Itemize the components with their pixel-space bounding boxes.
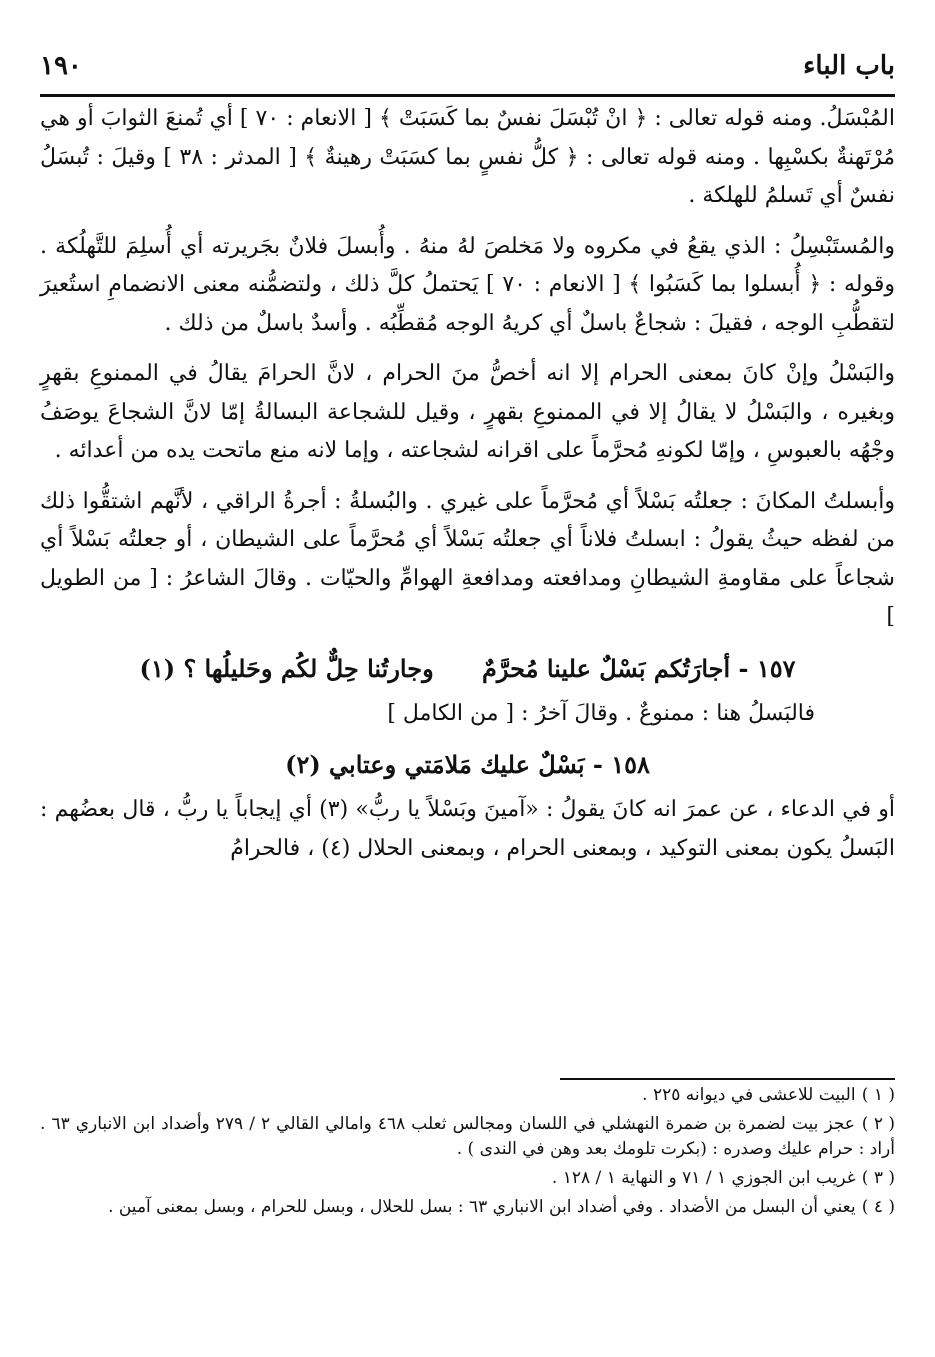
- verse-commentary: فالبَسلُ هنا : ممنوعٌ . وقالَ آخرُ : [ من الكامل ]: [387, 700, 815, 726]
- footnote-number: ( ١ ): [861, 1085, 895, 1105]
- paragraph-4: وأبسلتُ المكانَ : جعلتُه بَسْلاً أي مُحرَّماً على غيري . والبُسلةُ : أجرةُ الراقي ، لأنَّهم اشتقُّوا ذلك من لفظه حيثُ يقولُ : ابسلتُ فلاناً أي جعلتُه بَسْلاً أي مُحرَّماً على الشيطان ، أو جعلتُه بَسْلاً أي شجاعاً على مقاومةِ الشيطانِ ومدافعته ومدافعةِ الهوامِّ والحيّات . وقالَ الشاعرُ : [ من الطويل ]: [40, 488, 895, 629]
- footnote-text: يعني أن البسل من الأضداد . وفي أضداد ابن الانباري ٦٣ : بسل للحلال ، وبسل للحرام ، وبسل بمعنى آمين .: [108, 1197, 856, 1217]
- footnote-4: [40, 1195, 895, 1220]
- paragraph-5: أو في الدعاء ، عن عمرَ انه كانَ يقولُ : «آمينَ وبَسْلاً يا ربُّ» (٣) أي إيجاباً يا ربُّ ، قال بعضُهم : البَسلُ يكون بمعنى التوكيد ، وبمعنى الحرام ، وبمعنى الحلال (٤) ، فالحرامُ: [40, 797, 895, 861]
- running-title: باب الباء: [803, 51, 895, 81]
- main-text: [40, 100, 895, 880]
- footnote-text: غريب ابن الجوزي ١ / ٧١ و النهاية ١ / ١٢٨ .: [551, 1168, 856, 1188]
- footnotes: [40, 1083, 895, 1224]
- paragraph-1: المُبْسَلُ. ومنه قوله تعالى : ﴿ انْ تُبْسَلَ نفسٌ بما كَسَبَتْ ﴾ [ الانعام : ٧٠ ] أي تُمنعَ الثوابَ أو هي مُرْتَهنةٌ بكسْبِها . ومنه قوله تعالى : ﴿ كلُّ نفسٍ بما كسَبَتْ رهينةٌ ﴾ [ المدثر : ٣٨ ] وقيلَ : تُبسَلُ نفسٌ أي تَسلمُ للهلكة .: [40, 106, 895, 208]
- footnote-number: ( ٤ ): [861, 1197, 895, 1217]
- footnote-1: [40, 1083, 895, 1108]
- footnote-text: البيت للاعشى في ديوانه ٢٢٥ .: [642, 1085, 856, 1105]
- verse-158: ١٥٨ - بَسْلٌ عليك مَلامَتي وعتابي (٢): [285, 750, 650, 779]
- footnote-2: [40, 1112, 895, 1162]
- verse-157: [40, 649, 895, 689]
- verse-157-first-half: ١٥٧ - أجارَتُكم بَسْلٌ علينا مُحرَّمٌ: [482, 653, 796, 683]
- page-number: ١٩٠: [40, 51, 82, 81]
- page-header: [40, 42, 895, 90]
- footnote-rule: [560, 1078, 895, 1080]
- footnote-3: [40, 1166, 895, 1191]
- paragraph-3: والبَسْلُ وإنْ كانَ بمعنى الحرام إلا انه أخصُّ منَ الحرام ، لانَّ الحرامَ يقالُ في الممنوعِ بقهرٍ وبغيره ، والبَسْلُ لا يقالُ إلا في الممنوعِ بقهرٍ ، وقيل للشجاعة البسالةُ إمّا لانَّ الشجاعَ يوصَفُ وجْهُه بالعبوسِ ، وإمّا لكونهِ مُحرَّماً على اقرانه لشجاعته ، وإما لانه منع ماتحت يده من أعدائه .: [40, 361, 895, 463]
- verse-157-second-half: وجارتُنا حِلٌّ لكُم وحَليلُها ؟ (١): [139, 653, 434, 683]
- footnote-text: عجز بيت لضمرة بن ضمرة النهشلي في اللسان ومجالس ثعلب ٤٦٨ وامالي القالي ٢ / ٢٧٩ وأضداد ابن الانباري ٦٣ . أراد : حرام عليك وصدره : (بكرت تلومك بعد وهن في الندى ) .: [40, 1114, 895, 1159]
- footnote-number: ( ٢ ): [861, 1114, 895, 1134]
- header-rule: [40, 94, 895, 97]
- paragraph-2: والمُستَبْسِلُ : الذي يقعُ في مكروه ولا مَخلصَ لهُ منهُ . وأُبسلَ فلانٌ بجَريرته أي أُسلِمَ للتَّهلُكة . وقوله : ﴿ أُبسلوا بما كَسَبُوا ﴾ [ الانعام : ٧٠ ] يَحتملُ كلَّ ذلك ، ولتضمُّنه معنى الانضمامِ استُعيرَ لتقطُّبِ الوجه ، فقيلَ : شجاعٌ باسلٌ أي كريهُ الوجه مُقطِّبُه . وأسدٌ باسلٌ من ذلك .: [40, 233, 895, 336]
- footnote-number: ( ٣ ): [861, 1168, 895, 1188]
